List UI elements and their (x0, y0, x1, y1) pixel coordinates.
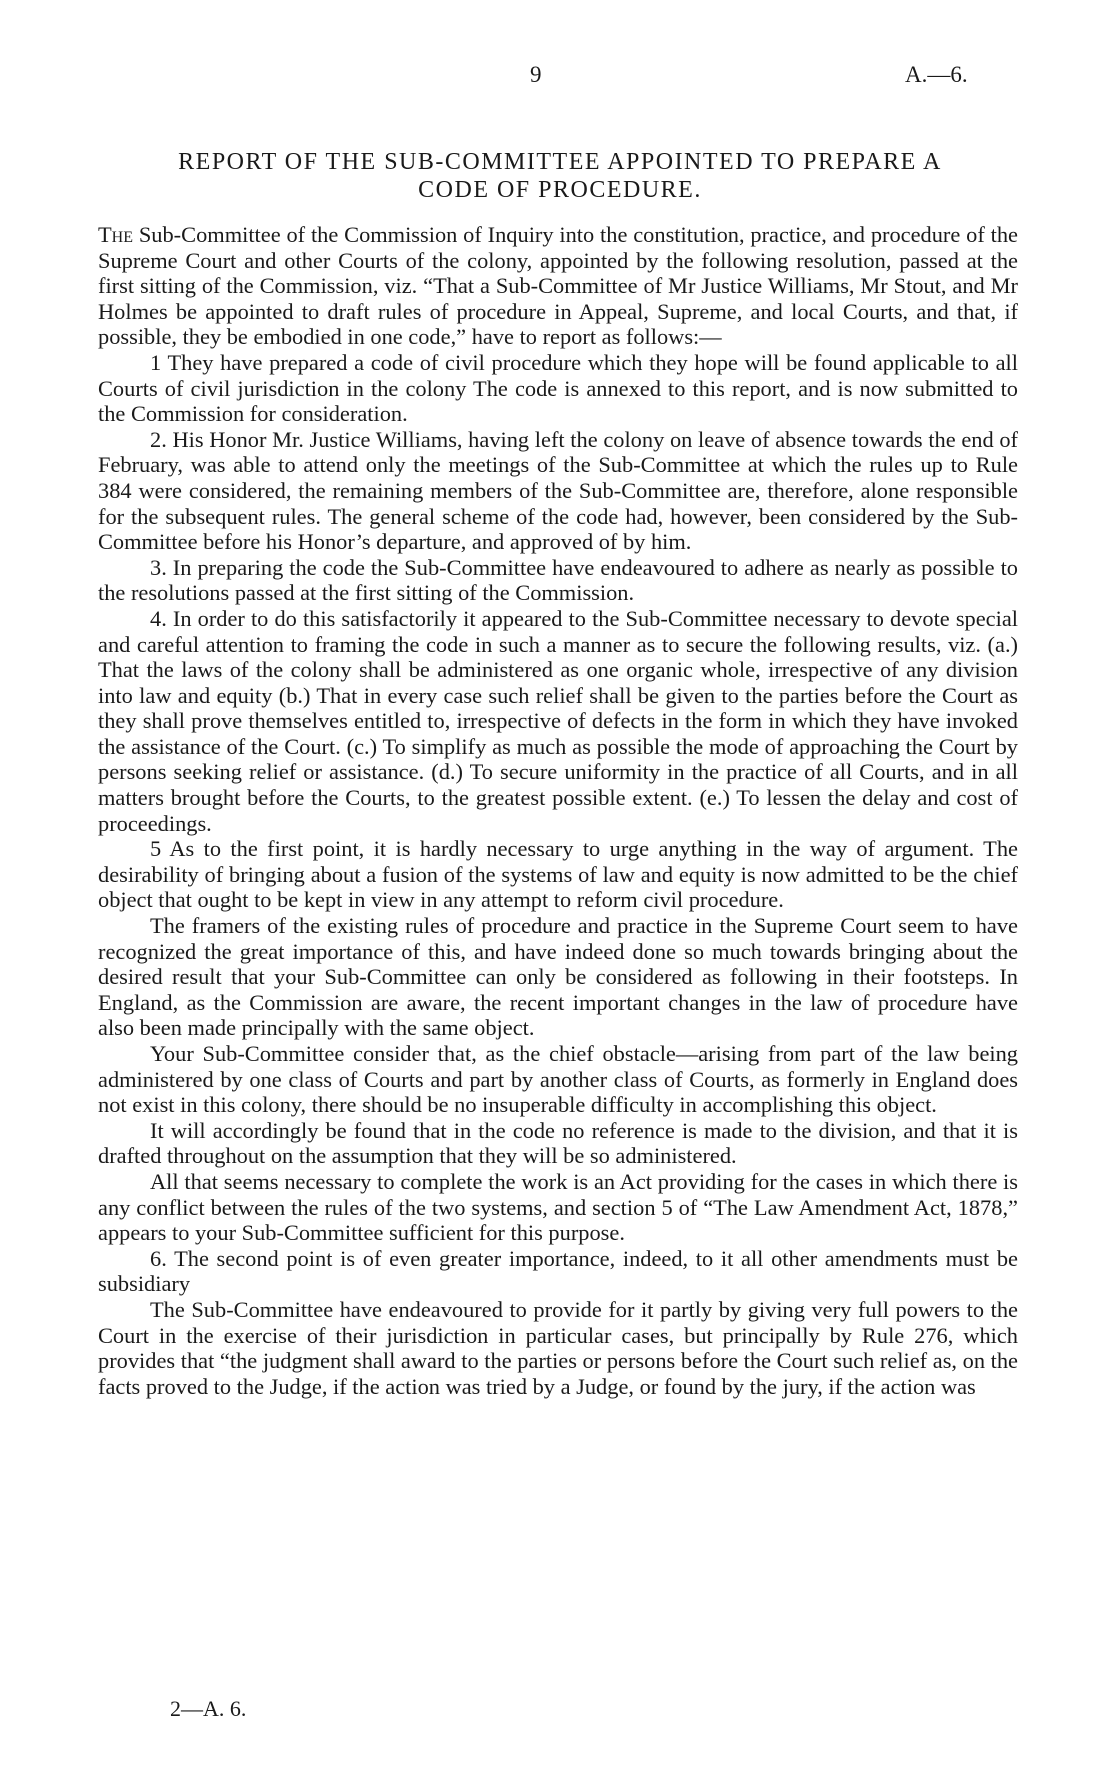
paragraph-4: 4. In order to do this satisfactorily it appeared to the Sub-Committee necessary to devote special and careful attention to framing the code in such a manner as to secure the following results, viz. (a.) That the laws of the colony shall be administered as one organic whole, irrespective of any division into law and equity (b.) That in every case such relief shall be given to the parties before the Court as they shall prove themselves entitled to, irrespective of defects in the form in which they have invoked the assistance of the Court. (c.) To simplify as much as possible the mode of approaching the Court by persons seeking relief or assistance. (d.) To secure uniformity in the practice of all Courts, and in all matters brought before the Courts, to the greatest possible extent. (e.) To lessen the delay and cost of proceedings. (98, 605, 1018, 836)
report-title (95, 148, 1025, 204)
intro-paragraph (98, 222, 1018, 350)
page-number: 9 (530, 62, 542, 87)
title-line-2: CODE OF PROCEDURE. (418, 177, 702, 203)
paragraph-6: The framers of the existing rules of procedure and practice in the Supreme Court seem to have recognized the great importance of this, and have indeed done so much towards bringing about the desired result that your Sub-Committee can only be considered as following in their footsteps. In England, as the Commission are aware, the recent important changes in the law of procedure have also been made principally with the same object. (98, 913, 1018, 1041)
title-line-1: REPORT OF THE SUB-COMMITTEE APPOINTED TO PREPARE A (178, 149, 942, 175)
paragraph-3: 3. In preparing the code the Sub-Committee have endeavoured to adhere as nearly as possible to the resolutions passed at the first sitting of the Commission. (98, 554, 1018, 606)
paragraph-2: 2. His Honor Mr. Justice Williams, having left the colony on leave of absence towards the end of February, was able to attend only the meetings of the Sub-Committee at which the rules up to Rule 384 were considered, the remaining members of the Sub-Committee are, therefore, alone responsible for the subsequent rules. The general scheme of the code had, however, been considered by the Sub-Committee before his Honor’s departure, and approved of by him. (98, 426, 1018, 555)
signature-mark: 2—A. 6. (170, 1696, 247, 1721)
intro-text: Sub-Committee of the Commission of Inquiry into the constitution, practice, and procedure of the Supreme Court and other Courts of the colony, appointed by the following resolution, passed at the first sitting of the Commission, viz. “That a Sub-Committee of Mr Justice Williams, Mr Stout, and Mr Holmes be appointed to draft rules of procedure in Appeal, Supreme, and local Courts, and that, if possible, they be embodied in one code,” have to report as follows:— (98, 222, 1018, 350)
paragraph-1: 1 They have prepared a code of civil procedure which they hope will be found applicable to all Courts of civil jurisdiction in the colony The code is annexed to this report, and is now submitted to the Commission for consideration. (98, 349, 1018, 427)
paragraph-10: 6. The second point is of even greater importance, indeed, to it all other amendments must be subsidiary (98, 1245, 1018, 1297)
report-body (98, 222, 1018, 1399)
paragraph-11: The Sub-Committee have endeavoured to provide for it partly by giving very full powers to the Court in the exercise of their jurisdiction in particular cases, but principally by Rule 276, which provides that “the judgment shall award to the parties or persons before the Court such relief as, on the facts proved to the Judge, if the action was tried by a Judge, or found by the jury, if the action was (98, 1296, 1018, 1399)
page-header (0, 62, 1114, 92)
paragraph-7: Your Sub-Committee consider that, as the chief obstacle—arising from part of the law being administered by one class of Courts and part by another class of Courts, as formerly in England does not exist in this colony, there should be no insuperable difficulty in accomplishing this object. (98, 1041, 1018, 1118)
intro-lead-word: The (98, 222, 134, 247)
paragraph-8: It will accordingly be found that in the code no reference is made to the division, and that it is drafted throughout on the assumption that they will be so administered. (98, 1117, 1018, 1169)
paragraph-5: 5 As to the first point, it is hardly necessary to urge anything in the way of argument. The desirability of bringing about a fusion of the systems of law and equity is now admitted to be the chief object that ought to be kept in view in any attempt to reform civil procedure. (98, 836, 1018, 913)
document-reference: A.—6. (905, 62, 968, 87)
paragraph-9: All that seems necessary to complete the work is an Act providing for the cases in which there is any conflict between the rules of the two systems, and section 5 of “The Law Amendment Act, 1878,” appears to your Sub-Committee sufficient for this purpose. (98, 1168, 1018, 1246)
